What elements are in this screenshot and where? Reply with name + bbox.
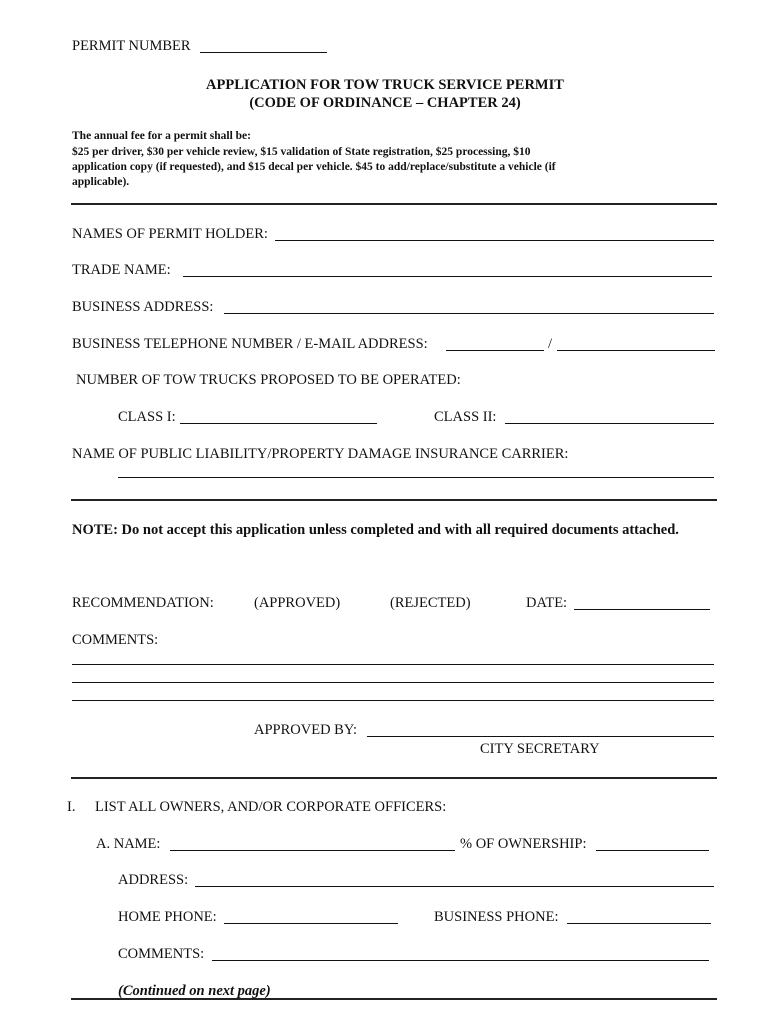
- insurance-carrier-field[interactable]: [118, 477, 714, 478]
- fee-intro: The annual fee for a permit shall be:: [72, 130, 251, 142]
- class-2-field[interactable]: [505, 423, 714, 424]
- recommendation-label: RECOMMENDATION:: [72, 595, 214, 611]
- business-phone-field[interactable]: [446, 350, 544, 351]
- owner-name-label: A. NAME:: [96, 836, 161, 852]
- comments-field-line[interactable]: [72, 682, 714, 683]
- permit-holder-field[interactable]: [275, 240, 714, 241]
- owner-address-label: ADDRESS:: [118, 872, 189, 888]
- business-address-field[interactable]: [224, 313, 714, 314]
- trade-name-field[interactable]: [183, 276, 712, 277]
- form-title: APPLICATION FOR TOW TRUCK SERVICE PERMIT: [206, 77, 564, 93]
- section-divider: [71, 203, 717, 205]
- ownership-percent-label: % OF OWNERSHIP:: [460, 836, 587, 852]
- approved-option[interactable]: (APPROVED): [254, 595, 341, 611]
- fee-text-line: applicable).: [72, 176, 130, 188]
- fee-text-line: $25 per driver, $30 per vehicle review, $15 validation of State registration, $25 processing, $10: [72, 146, 531, 158]
- class-1-field[interactable]: [180, 423, 377, 424]
- form-subtitle: (CODE OF ORDINANCE – CHAPTER 24): [249, 95, 521, 111]
- class-2-label: CLASS II:: [434, 409, 497, 425]
- date-label: DATE:: [526, 595, 568, 611]
- home-phone-field[interactable]: [224, 923, 398, 924]
- ownership-percent-field[interactable]: [596, 850, 709, 851]
- permit-holder-label: NAMES OF PERMIT HOLDER:: [72, 226, 268, 242]
- section-number: I.: [67, 799, 76, 815]
- business-address-label: BUSINESS ADDRESS:: [72, 299, 214, 315]
- owner-name-field[interactable]: [170, 850, 455, 851]
- phone-email-separator: /: [548, 336, 553, 352]
- phone-email-label: BUSINESS TELEPHONE NUMBER / E-MAIL ADDRESS:: [72, 336, 428, 352]
- continued-note: (Continued on next page): [118, 983, 271, 999]
- city-secretary-caption: CITY SECRETARY: [480, 741, 600, 757]
- owner-business-phone-label: BUSINESS PHONE:: [434, 909, 559, 925]
- fee-text-line: application copy (if requested), and $15 decal per vehicle. $45 to add/replace/substitute a vehicle (if: [72, 161, 556, 173]
- permit-number-field[interactable]: [200, 52, 327, 53]
- rejected-option[interactable]: (REJECTED): [390, 595, 471, 611]
- section-divider: [71, 998, 717, 1000]
- permit-number-label: PERMIT NUMBER: [72, 38, 191, 54]
- insurance-carrier-label: NAME OF PUBLIC LIABILITY/PROPERTY DAMAGE INSURANCE CARRIER:: [72, 446, 569, 462]
- home-phone-label: HOME PHONE:: [118, 909, 217, 925]
- note-text: NOTE: Do not accept this application unless completed and with all required documents attached.: [72, 522, 679, 538]
- owner-comments-label: COMMENTS:: [118, 946, 205, 962]
- email-field[interactable]: [557, 350, 715, 351]
- tow-trucks-label: NUMBER OF TOW TRUCKS PROPOSED TO BE OPERATED:: [76, 372, 461, 388]
- approved-by-field[interactable]: [367, 736, 714, 737]
- comments-field-line[interactable]: [72, 664, 714, 665]
- comments-label: COMMENTS:: [72, 632, 159, 648]
- owner-comments-field[interactable]: [212, 960, 709, 961]
- section-divider: [71, 777, 717, 779]
- owner-business-phone-field[interactable]: [567, 923, 711, 924]
- owners-section-title: LIST ALL OWNERS, AND/OR CORPORATE OFFICERS:: [95, 799, 447, 815]
- approved-by-label: APPROVED BY:: [254, 722, 358, 738]
- section-divider: [71, 499, 717, 501]
- trade-name-label: TRADE NAME:: [72, 262, 171, 278]
- date-field[interactable]: [574, 609, 710, 610]
- comments-field-line[interactable]: [72, 700, 714, 701]
- owner-address-field[interactable]: [195, 886, 714, 887]
- class-1-label: CLASS I:: [118, 409, 176, 425]
